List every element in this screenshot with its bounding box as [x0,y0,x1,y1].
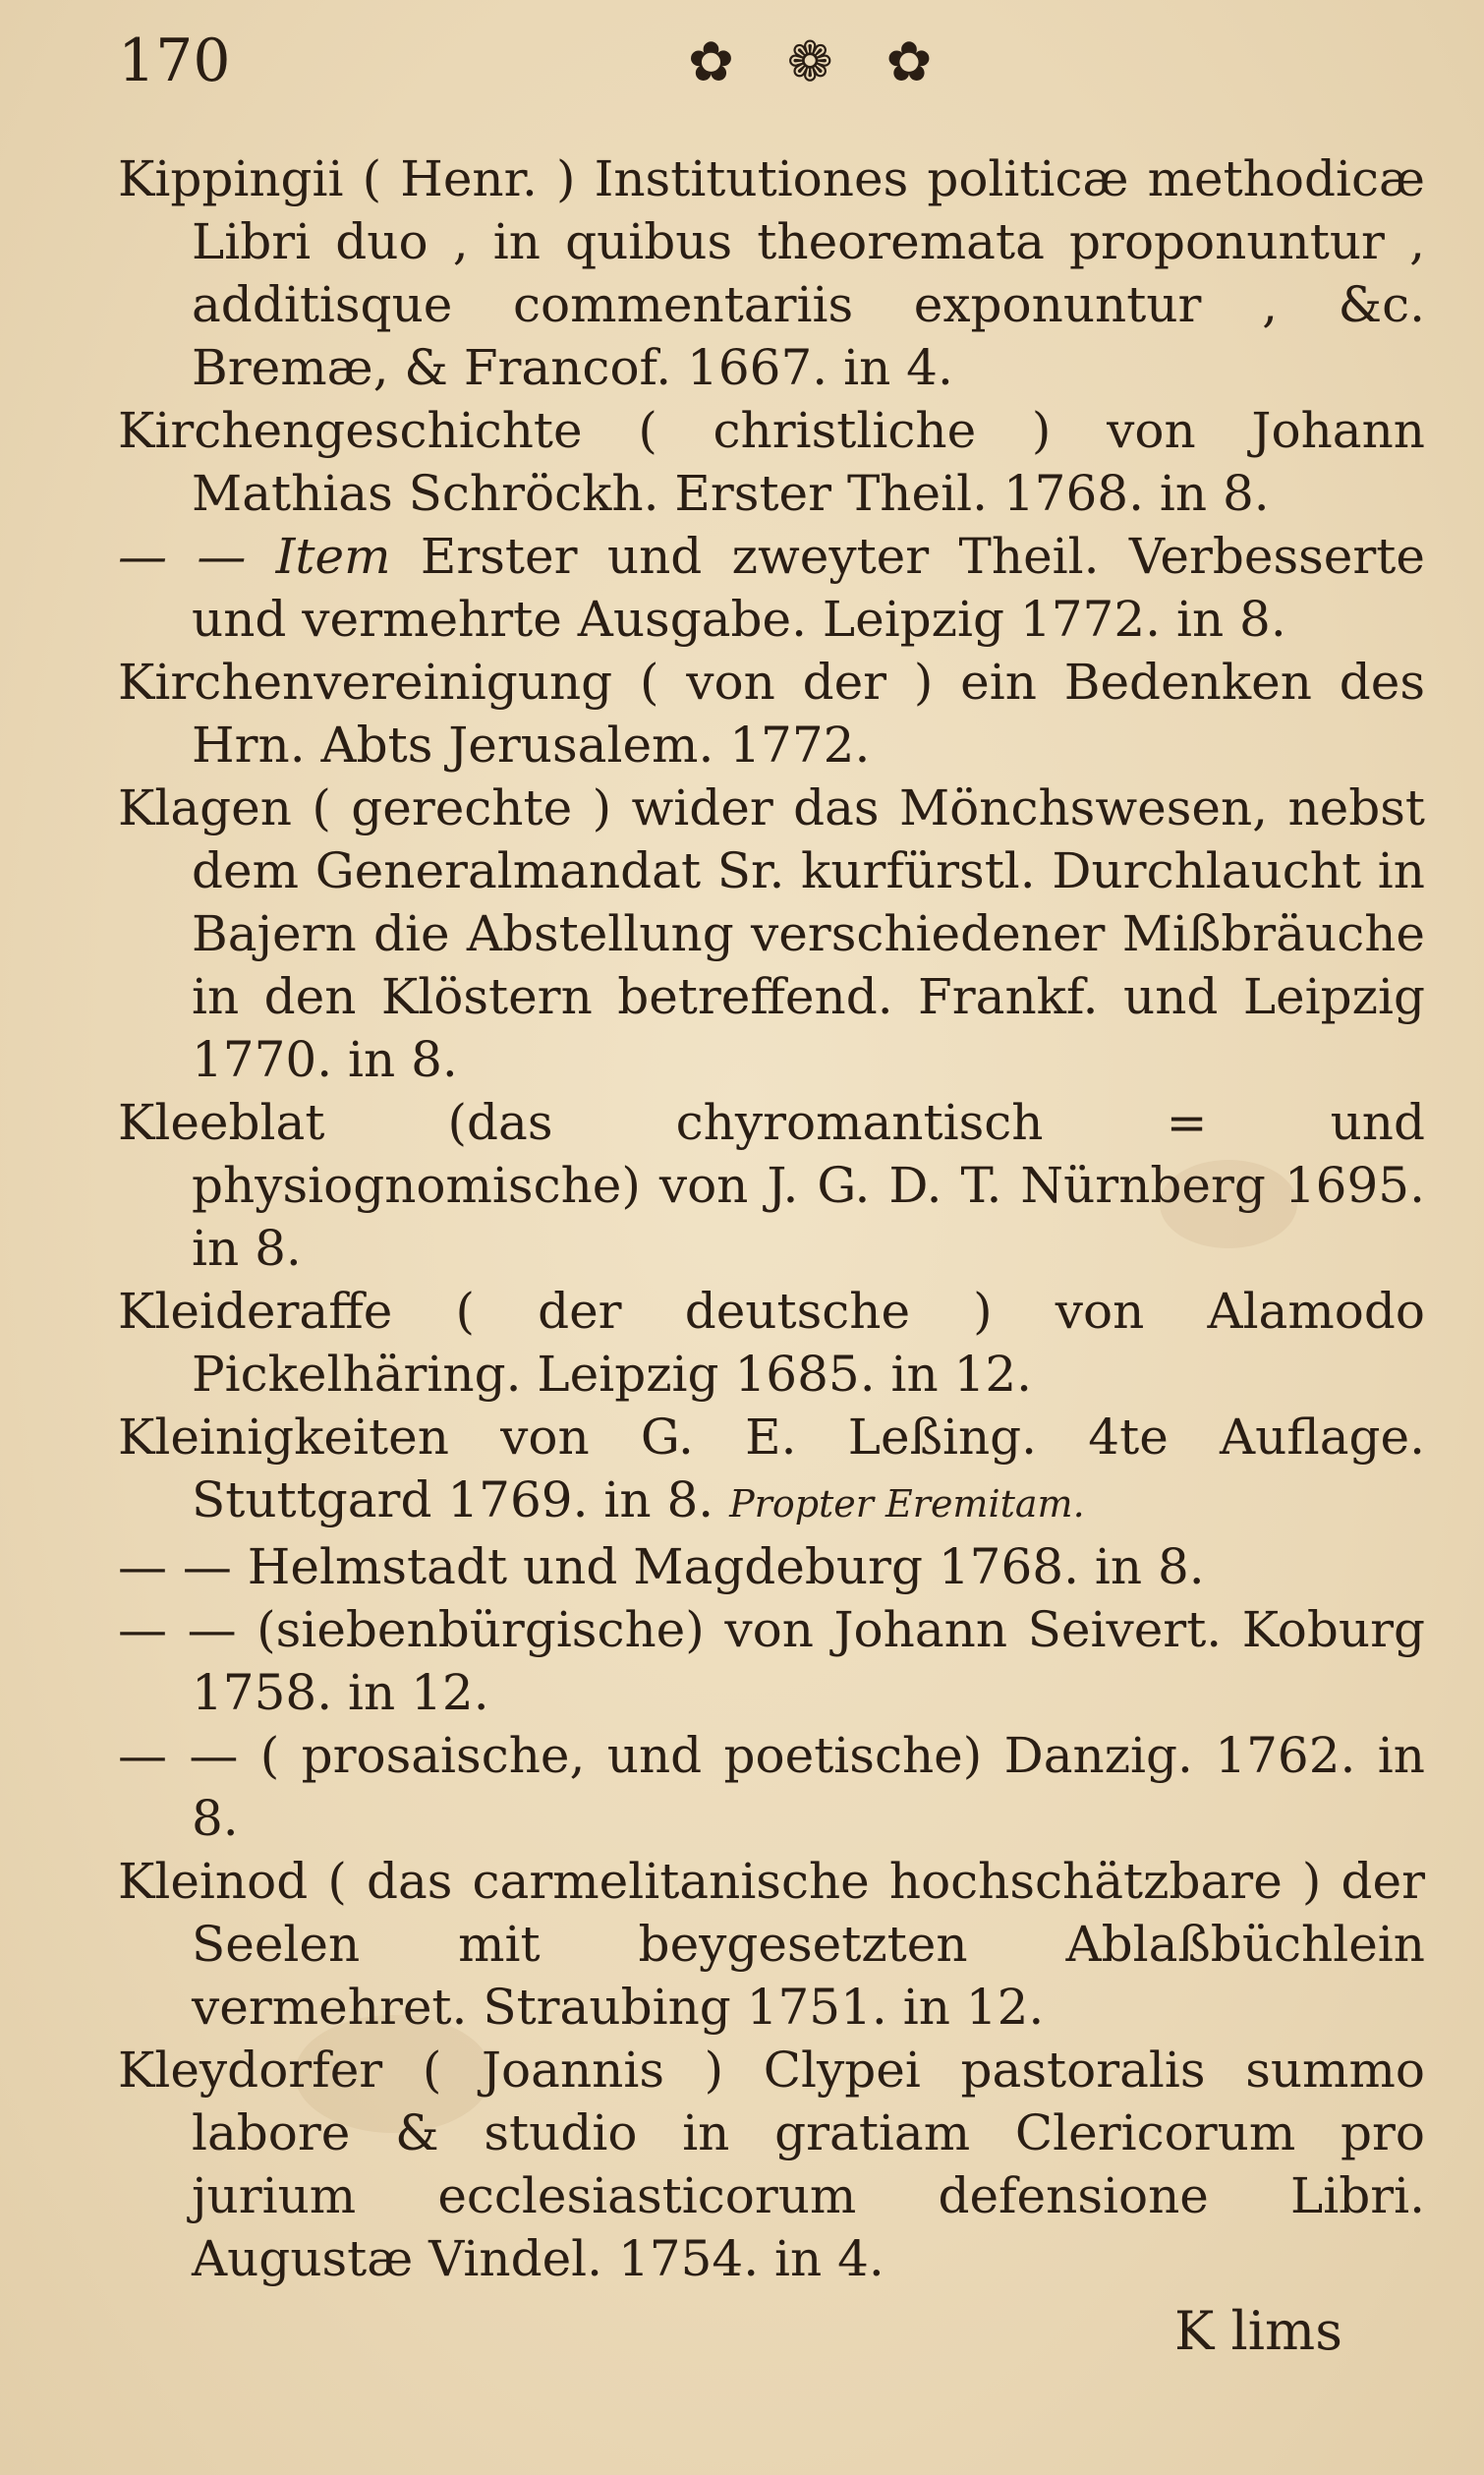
catalog-entry [118,1598,1425,1724]
page-number: 170 [118,27,231,95]
entry-text: Kleinod ( das carmelitanische hochschätzbare ) der Seelen mit beygesetzten Ablaßbüchlein vermehret. Straubing 1751. in 12. [118,1853,1425,2036]
catalog-entry [118,1280,1425,1406]
catalog-entry [118,651,1425,777]
entry-text: Kirchenvereinigung ( von der ) ein Bedenken des Hrn. Abts Jerusalem. 1772. [118,654,1425,774]
page-header [118,22,1425,110]
entry-text: — — (siebenbürgische) von Johann Seivert. Koburg 1758. in 12. [118,1601,1425,1721]
entry-text: Kleydorfer ( Joannis ) Clypei pastoralis summo labore & studio in gratiam Clericorum pro jurium ecclesiasticorum defensione Libri. Augustæ Vindel. 1754. in 4. [118,2042,1425,2287]
entry-note: Propter Eremitam. [729,1482,1085,1525]
entry-text: Kippingii ( Henr. ) Institutiones politicæ methodicæ Libri duo , in quibus theoremata proponuntur , additisque commentariis exponuntur , &c. Bremæ, & Francof. 1667. in 4. [118,150,1425,396]
catalog-entries [118,147,1425,2290]
header-ornament: ✿ ❁ ✿ [688,30,950,94]
catalog-entry [118,1724,1425,1850]
entry-text: Kleeblat (das chyromantisch = und physiognomische) von J. G. D. T. Nürnberg 1695. in 8. [118,1094,1425,1277]
catalog-entry [118,1091,1425,1280]
catalog-entry [118,777,1425,1091]
catalog-entry [118,1850,1425,2039]
catalog-entry [118,2039,1425,2290]
catalog-entry [118,525,1425,651]
entry-text: Kirchengeschichte ( christliche ) von Johann Mathias Schröckh. Erster Theil. 1768. in 8. [118,402,1425,522]
catalog-entry [118,1406,1425,1535]
catchword: K lims [1174,2300,1342,2362]
entry-text: — — ( prosaische, und poetische) Danzig. 1762. in 8. [118,1727,1425,1847]
entry-text: Kleideraffe ( der deutsche ) von Alamodo Pickelhäring. Leipzig 1685. in 12. [118,1283,1425,1403]
entry-text: — — Helmstadt und Magdeburg 1768. in 8. [118,1538,1205,1595]
catalog-entry [118,1535,1425,1598]
entry-text: Erster und zweyter Theil. Verbesserte und vermehrte Ausgabe. Leipzig 1772. in 8. [192,528,1425,648]
entry-text: Klagen ( gerechte ) wider das Mönchswesen, nebst dem Generalmandat Sr. kurfürstl. Durchlaucht in Bajern die Abstellung verschiedener Mißbräuche in den Klöstern betreffend. Frankf. und Leipzig 1770. in 8. [118,779,1425,1088]
entry-text: Kleinigkeiten von G. E. Leßing. 4te Auflage. Stuttgard 1769. in 8. [118,1409,1425,1528]
catalog-entry [118,147,1425,399]
catalog-entry [118,399,1425,525]
entry-lead: — — Item [118,528,391,585]
